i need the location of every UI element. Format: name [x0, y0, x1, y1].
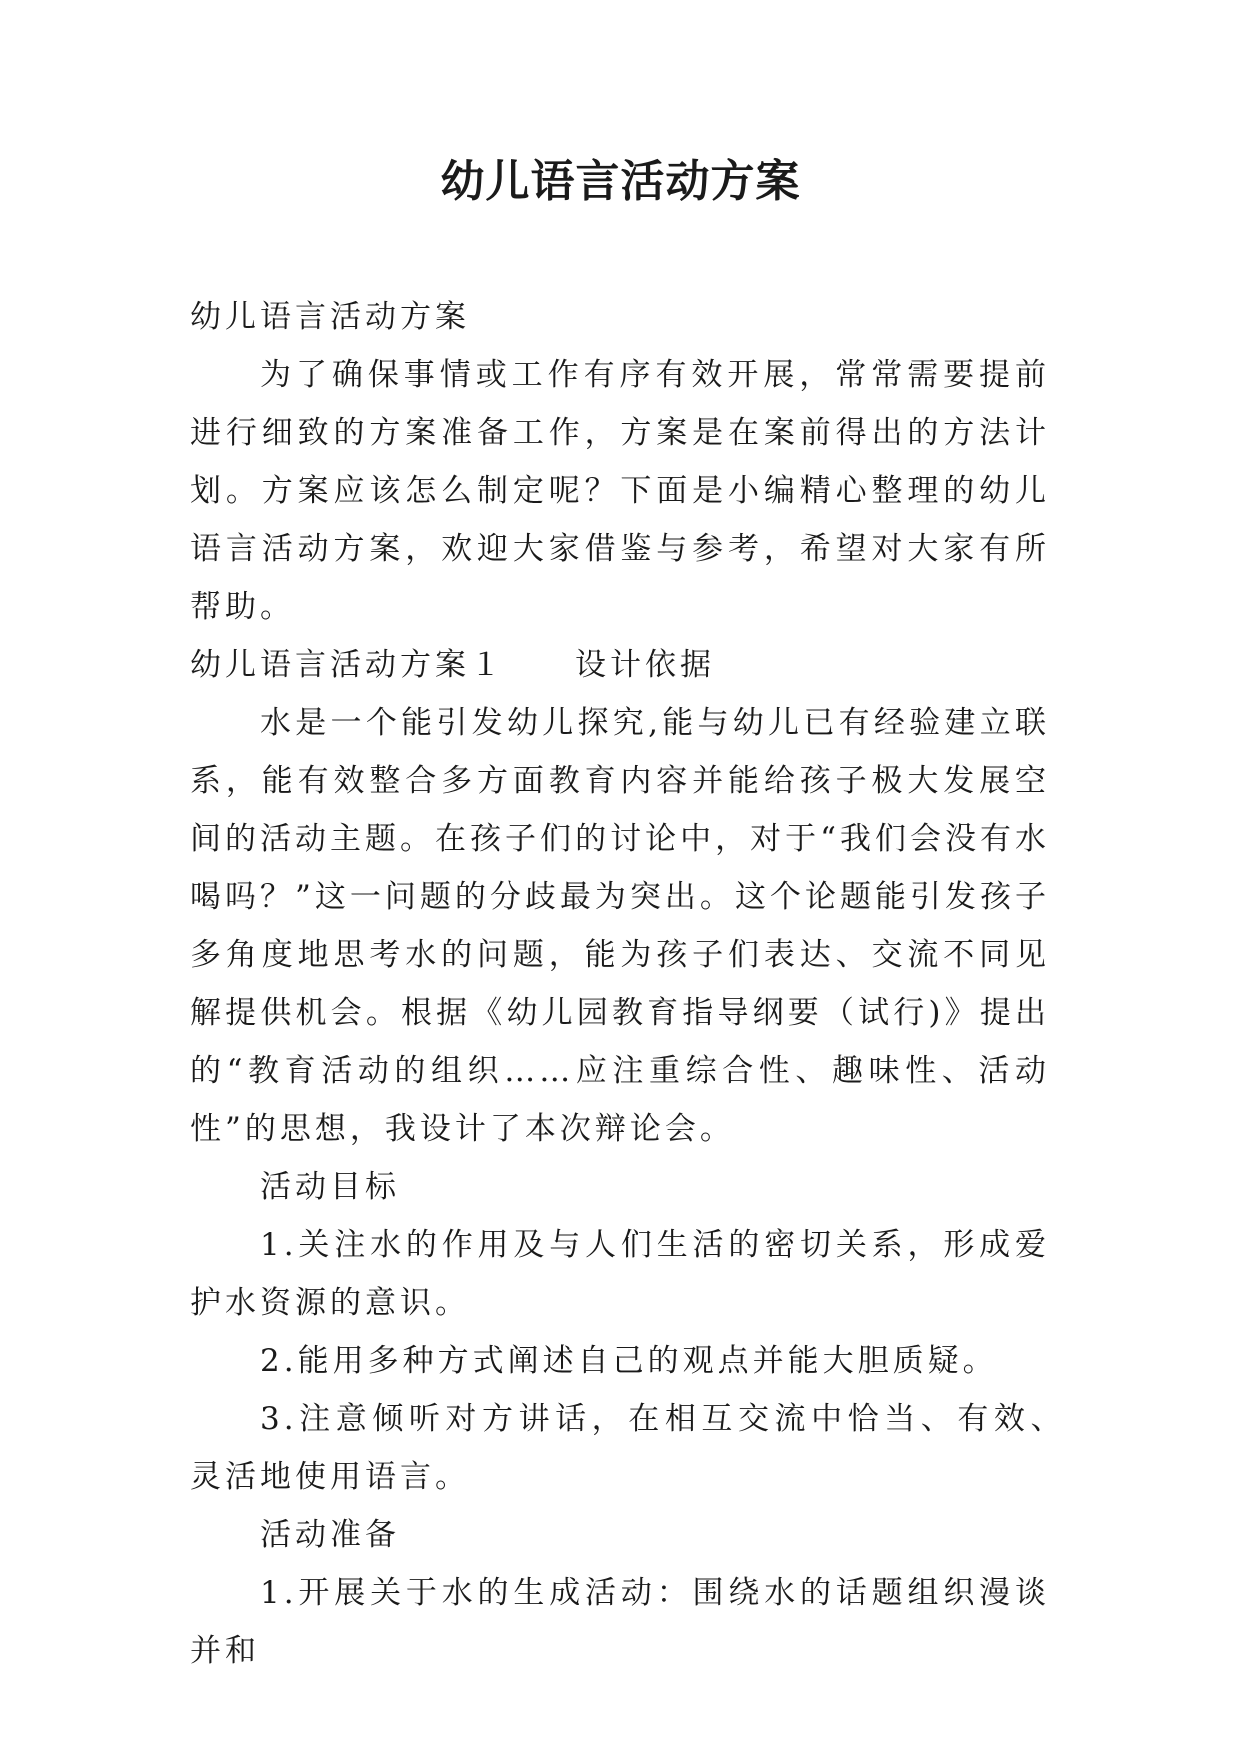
goal-item-1: 1.关注水的作用及与人们生活的密切关系，形成爱护水资源的意识。	[190, 1227, 1050, 1321]
design-basis-heading: 设计依据	[575, 647, 715, 683]
goal-item-2: 2.能用多种方式阐述自己的观点并能大胆质疑。	[260, 1343, 998, 1379]
prep-heading: 活动准备	[260, 1517, 400, 1553]
prep-item-1: 1.开展关于水的生成活动：围绕水的话题组织漫谈并和	[190, 1575, 1050, 1669]
document-title: 幼儿语言活动方案	[440, 156, 801, 207]
goal-item-3: 3.注意倾听对方讲话，在相互交流中恰当、有效、 灵活地使用语言。	[190, 1401, 1085, 1495]
section-1-heading: 幼儿语言活动方案１	[190, 647, 505, 683]
document-subtitle: 幼儿语言活动方案	[190, 299, 470, 335]
design-basis-paragraph: 水是一个能引发幼儿探究,能与幼儿已有经验建立联系，能有效整合多方面教育内容并能给孩子极大发展空间的活动主题。在孩子们的讨论中，对于“我们会没有水喝吗？”这一问题的分歧最为突出。这个论题能引发孩子多角度地思考水的问题，能为孩子们表达、交流不同见解提供机会。根据《幼儿园教育指导纲要（试行)》提出的“教育活动的组织……应注重综合性、趣味性、活动性”的思想，我设计了本次辩论会。	[190, 705, 1050, 1147]
section-heading-line	[190, 636, 1050, 694]
intro-paragraph: 为了确保事情或工作有序有效开展，常常需要提前进行细致的方案准备工作，方案是在案前得出的方法计划。方案应该怎么制定呢？下面是小编精心整理的幼儿语言活动方案，欢迎大家借鉴与参考，希望对大家有所帮助。	[190, 357, 1050, 625]
goals-heading: 活动目标	[260, 1169, 400, 1205]
document-body	[190, 288, 1085, 1680]
